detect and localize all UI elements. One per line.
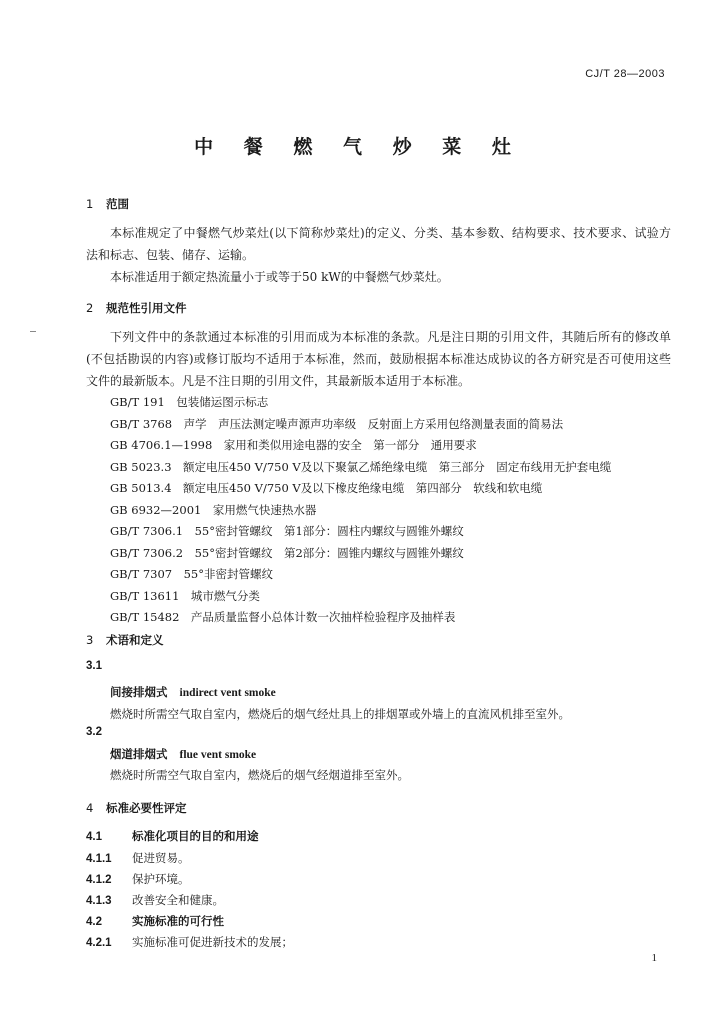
term-3-1-name: [110, 684, 276, 700]
clause-number: 4.1: [86, 831, 102, 843]
standard-number: CJ/T 28—2003: [585, 68, 665, 80]
reference-item: GB/T 7307 55°非密封管螺纹: [110, 567, 273, 581]
section-title: 规范性引用文件: [106, 301, 187, 315]
clause-text: 实施标准的可行性: [132, 914, 224, 928]
term-3-1-id: 3.1: [86, 660, 102, 672]
section-3-heading: [86, 632, 164, 648]
clause-text: 改善安全和健康。: [132, 893, 224, 907]
section-number: 4: [86, 801, 94, 815]
clause-number: 4.2: [86, 916, 102, 928]
term-3-2-id: 3.2: [86, 726, 102, 738]
clause-number: 4.1.1: [86, 853, 112, 865]
term-3-2-name: [110, 746, 256, 762]
clause-text: 实施标准可促进新技术的发展；: [132, 935, 293, 949]
reference-item: GB/T 13611 城市燃气分类: [110, 588, 260, 603]
document-title: 中 餐 燃 气 炒 菜 灶: [194, 136, 523, 158]
clause-4-1-1: [86, 850, 190, 866]
clause-4-2: [86, 913, 224, 929]
reference-item: GB 5013.4 额定电压450 V/750 V及以下橡皮绝缘电缆 第四部分 软线和软电缆: [110, 481, 543, 495]
clause-4-1-3: [86, 892, 224, 908]
section-number: 2: [86, 301, 94, 315]
page-number: 1: [651, 952, 657, 964]
reference-item: GB 4706.1—1998 家用和类似用途电器的安全 第一部分 通用要求: [110, 438, 477, 452]
clause-4-2-1: [86, 934, 293, 950]
margin-mark: [30, 331, 36, 332]
section-title: 范围: [106, 197, 129, 211]
term-3-2-definition: 燃烧时所需空气取自室内，燃烧后的烟气经烟道排至室外。: [110, 768, 409, 782]
term-chinese: 间接排烟式: [110, 685, 168, 699]
section-2-intro: 下列文件中的条款通过本标准的引用而成为本标准的条款。凡是注日期的引用文件，其随后所有的修改单(不包括勘误的内容)或修订版均不适用于本标准，然而，鼓励根据本标准达成协议的各方研究是否可使用这些文件的最新版本。凡是不注日期的引用文件，其最新版本适用于本标准。: [86, 330, 671, 388]
reference-item: GB/T 7306.1 55°密封管螺纹 第1部分：圆柱内螺纹与圆锥外螺纹: [110, 524, 464, 538]
clause-text: 促进贸易。: [132, 851, 190, 865]
clause-text: 标准化项目的目的和用途: [132, 829, 259, 843]
clause-4-1-2: [86, 871, 190, 887]
reference-item: GB/T 15482 产品质量监督小总体计数一次抽样检验程序及抽样表: [110, 610, 456, 624]
clause-text: 保护环境。: [132, 872, 190, 886]
reference-item: GB/T 3768 声学 声压法测定噪声源声功率级 反射面上方采用包络测量表面的简易法: [110, 416, 564, 431]
reference-item: GB 6932—2001 家用燃气快速热水器: [110, 502, 317, 517]
term-english: flue vent smoke: [179, 749, 257, 761]
clause-4-1: [86, 828, 259, 844]
reference-item: GB/T 191 包装储运图示标志: [110, 395, 269, 409]
section-title: 标准必要性评定: [106, 801, 187, 815]
reference-item: GB/T 7306.2 55°密封管螺纹 第2部分：圆锥内螺纹与圆锥外螺纹: [110, 545, 464, 560]
normative-reference-list: [110, 392, 670, 629]
clause-number: 4.2.1: [86, 937, 112, 949]
section-1-paragraph-1: 本标准规定了中餐燃气炒菜灶(以下简称炒菜灶)的定义、分类、基本参数、结构要求、技术要求、试验方法和标志、包装、储存、运输。: [86, 226, 671, 262]
section-number: 3: [86, 633, 94, 647]
section-1-paragraph-2: 本标准适用于额定热流量小于或等于50 kW的中餐燃气炒菜灶。: [110, 270, 449, 284]
section-2-heading: [86, 300, 187, 316]
reference-item: GB 5023.3 额定电压450 V/750 V及以下聚氯乙烯绝缘电缆 第三部分 固定布线用无护套电缆: [110, 459, 612, 474]
clause-number: 4.1.2: [86, 874, 112, 886]
term-english: indirect vent smoke: [179, 687, 276, 699]
section-number: 1: [86, 197, 94, 211]
term-chinese: 烟道排烟式: [110, 747, 168, 761]
term-3-1-definition: 燃烧时所需空气取自室内，燃烧后的烟气经灶具上的排烟罩或外墙上的直流风机排至室外。: [110, 707, 570, 721]
section-4-heading: [86, 800, 187, 816]
section-title: 术语和定义: [106, 633, 164, 647]
section-1-heading: [86, 196, 129, 212]
clause-number: 4.1.3: [86, 895, 112, 907]
